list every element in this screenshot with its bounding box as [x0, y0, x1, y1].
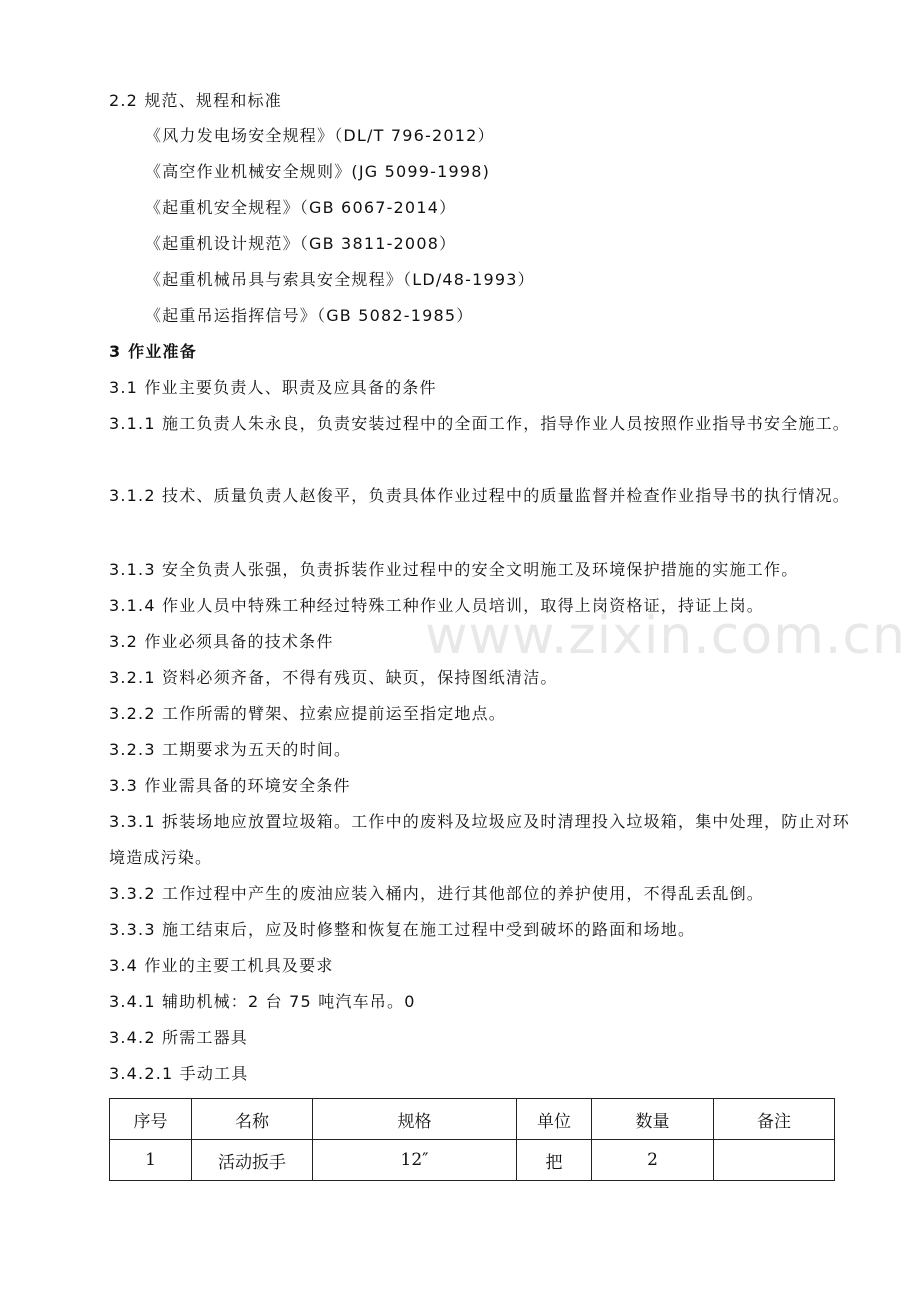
standard-item: 《起重机安全规程》（GB 6067-2014）	[145, 198, 457, 217]
table-header-row	[110, 1099, 835, 1140]
paragraph-3-2-1: 3.2.1 资料必须齐备，不得有残页、缺页，保持图纸清洁。	[109, 668, 558, 687]
paragraph-3-3-2: 3.3.2 工作过程中产生的废油应装入桶内，进行其他部位的养护使用，不得乱丢乱倒。	[109, 884, 764, 903]
paragraph-3-1-2: 3.1.2 技术、质量负责人赵俊平，负责具体作业过程中的质量监督并检查作业指导书的执行情况。	[109, 486, 850, 505]
table-header-cell: 名称	[192, 1099, 313, 1140]
paragraph-3-1-1: 3.1.1 施工负责人朱永良，负责安装过程中的全面工作，指导作业人员按照作业指导书安全施工。	[109, 414, 850, 433]
standard-item: 《起重吊运指挥信号》（GB 5082-1985）	[145, 306, 474, 325]
table-header-cell: 序号	[110, 1099, 192, 1140]
table-header-cell: 规格	[313, 1099, 517, 1140]
section-heading-3-4: 3.4 作业的主要工机具及要求	[109, 956, 334, 975]
watermark: www.zixin.com.cn	[425, 606, 906, 666]
tools-table	[109, 1098, 835, 1181]
paragraph-3-2-3: 3.2.3 工期要求为五天的时间。	[109, 740, 352, 759]
table-header-cell: 数量	[592, 1099, 714, 1140]
table-header-cell: 单位	[517, 1099, 592, 1140]
table-cell: 2	[592, 1140, 714, 1181]
paragraph-3-1-4: 3.1.4 作业人员中特殊工种经过特殊工种作业人员培训，取得上岗资格证，持证上岗。	[109, 596, 764, 615]
table-row	[110, 1140, 835, 1181]
table-cell: 1	[110, 1140, 192, 1181]
paragraph-3-4-1: 3.4.1 辅助机械：2 台 75 吨汽车吊。0	[109, 992, 416, 1011]
section-heading-3-3: 3.3 作业需具备的环境安全条件	[109, 776, 351, 795]
table-cell: 把	[517, 1140, 592, 1181]
section-heading-2-2: 2.2 规范、规程和标准	[109, 91, 282, 110]
section-heading-3-4-2-1: 3.4.2.1 手动工具	[109, 1064, 249, 1083]
standard-item: 《起重机械吊具与索具安全规程》（LD/48-1993）	[145, 270, 535, 289]
table-cell: 活动扳手	[192, 1140, 313, 1181]
standard-item: 《风力发电场安全规程》（DL/T 796-2012）	[145, 126, 495, 145]
paragraph-3-3-3: 3.3.3 施工结束后，应及时修整和恢复在施工过程中受到破坏的路面和场地。	[109, 920, 696, 939]
section-heading-3: 3 作业准备	[109, 342, 197, 361]
paragraph-3-2-2: 3.2.2 工作所需的臂架、拉索应提前运至指定地点。	[109, 704, 506, 723]
standard-item: 《起重机设计规范》（GB 3811-2008）	[145, 234, 457, 253]
standard-item: 《高空作业机械安全规则》(JG 5099-1998)	[145, 162, 491, 181]
table-header-cell: 备注	[714, 1099, 835, 1140]
table-cell	[714, 1140, 835, 1181]
section-heading-3-2: 3.2 作业必须具备的技术条件	[109, 632, 334, 651]
table-cell: 12″	[313, 1140, 517, 1181]
section-heading-3-4-2: 3.4.2 所需工器具	[109, 1028, 248, 1047]
section-heading-3-1: 3.1 作业主要负责人、职责及应具备的条件	[109, 378, 437, 397]
paragraph-3-1-3: 3.1.3 安全负责人张强，负责拆装作业过程中的安全文明施工及环境保护措施的实施工作。	[109, 560, 799, 579]
paragraph-3-3-1: 3.3.1 拆装场地应放置垃圾箱。工作中的废料及垃圾应及时清理投入垃圾箱，集中处理，防止对环境造成污染。	[109, 812, 850, 867]
